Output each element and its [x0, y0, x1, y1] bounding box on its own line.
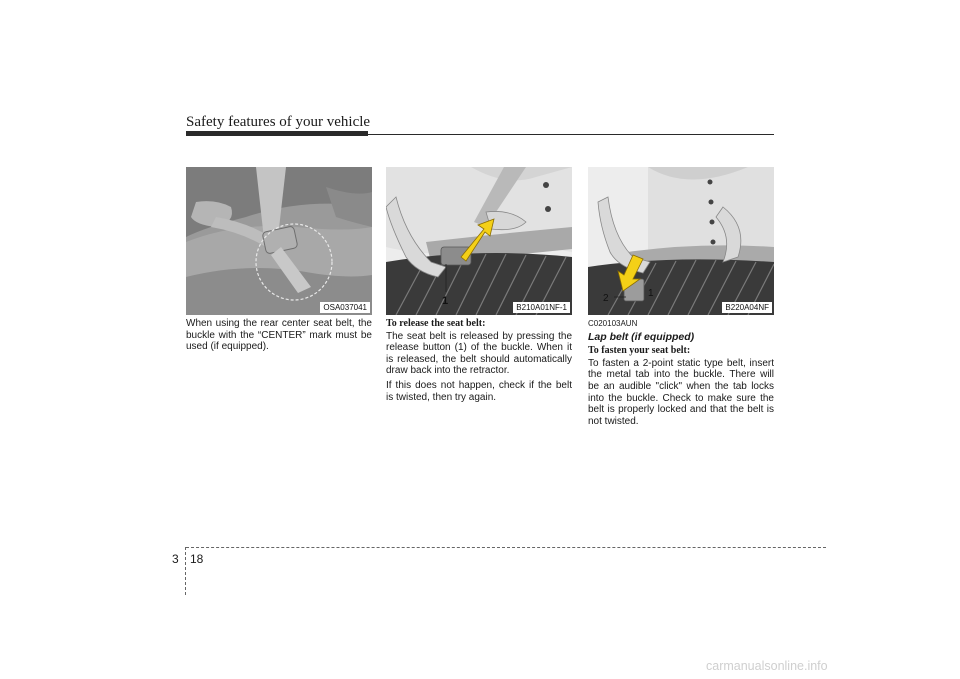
figure-center-buckle [186, 167, 372, 315]
section-number: 3 [172, 552, 179, 566]
release-belt-illustration [386, 167, 572, 315]
figure-lap-belt [588, 167, 774, 315]
center-belt-note: When using the rear center seat belt, the buckle with the “CENTER” mark must be used (if equipped). [186, 318, 372, 353]
callout-1: 1 [442, 295, 449, 307]
release-heading: To release the seat belt: [386, 318, 486, 329]
fasten-heading: To fasten your seat belt: [588, 345, 691, 357]
figure-code: B220A04NF [722, 302, 772, 313]
figure-code: OSA037041 [320, 302, 370, 313]
release-paragraph-2: If this does not happen, check if the belt is twisted, then try again. [386, 379, 572, 403]
figure-code: B210A01NF-1 [513, 302, 570, 313]
callout-2: 2 [603, 293, 609, 304]
page-number: 18 [190, 552, 204, 566]
column-1 [186, 318, 372, 356]
column-3 [588, 318, 774, 430]
page-header-title: Safety features of your vehicle [186, 114, 371, 130]
lap-belt-illustration [588, 167, 774, 315]
center-buckle-illustration [186, 167, 372, 315]
header-rule-thin [186, 134, 774, 135]
watermark: carmanualsonline.info [706, 659, 828, 673]
lap-belt-heading: Lap belt (if equipped) [588, 330, 695, 343]
release-paragraph-1: The seat belt is released by pressing the release button (1) of the buckle. When it is released, the belt should automatically draw back into the retractor. [386, 330, 572, 377]
section-code: C020103AUN [588, 319, 638, 328]
fasten-paragraph: To fasten a 2-point static type belt, insert the metal tab into the buckle. There will be an audible "click" when the tab locks into the buckle. Check to make sure the belt is properly locked and that the belt is not twisted. [588, 357, 774, 427]
footer-divider [185, 547, 186, 595]
column-2 [386, 318, 572, 406]
footer-rule [186, 547, 826, 548]
callout-1: 1 [648, 288, 654, 299]
figure-release-belt [386, 167, 572, 315]
